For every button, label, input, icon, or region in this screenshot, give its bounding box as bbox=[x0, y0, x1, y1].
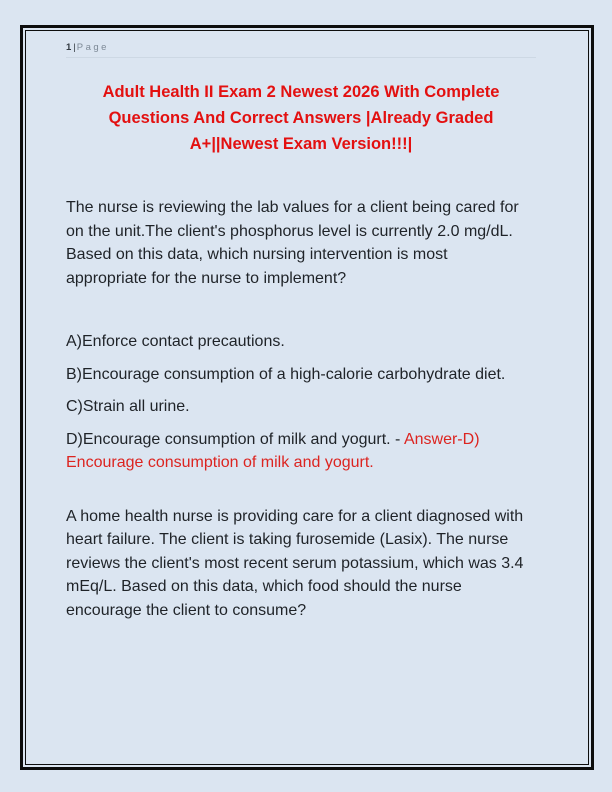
document-title-line-2: Questions And Correct Answers |Already Graded bbox=[108, 109, 494, 127]
page-border-frame bbox=[25, 30, 589, 765]
question-1-option-d bbox=[66, 428, 528, 475]
page-label: Page bbox=[76, 42, 109, 53]
document-title bbox=[66, 79, 536, 157]
question-1-options bbox=[66, 330, 528, 475]
question-1-option-a: A)Enforce contact precautions. bbox=[66, 333, 285, 350]
question-1-answer: Answer-D) Encourage consumption of milk and yogurt. bbox=[66, 430, 480, 471]
question-1-option-d-text: D)Encourage consumption of milk and yogurt. - bbox=[66, 430, 404, 448]
question-1-option-b: B)Encourage consumption of a high-calorie carbohydrate diet. bbox=[66, 365, 506, 383]
question-1-option-c: C)Strain all urine. bbox=[66, 398, 190, 415]
header-divider bbox=[66, 57, 536, 58]
page-header bbox=[66, 37, 536, 54]
page-number-separator: | bbox=[73, 42, 76, 53]
document-title-line-1: Adult Health II Exam 2 Newest 2026 With Complete bbox=[102, 83, 500, 101]
question-1-text: The nurse is reviewing the lab values for a client being cared for on the unit.The client's phosphorus level is currently 2.0 mg/dL. Based on this data, which nursing intervention is most appropriate for the nurse to implement? bbox=[66, 199, 519, 287]
document-page bbox=[20, 25, 594, 770]
document-title-line-3: A+||Newest Exam Version!!!| bbox=[189, 135, 413, 153]
page-content bbox=[26, 31, 588, 622]
question-2-text: A home health nurse is providing care for a client diagnosed with heart failure. The client is taking furosemide (Lasix). The nurse reviews the client's most recent serum potassium, which was 3.4 mEq/L. Based on this data, which food should the nurse encourage the client to consume? bbox=[66, 507, 524, 619]
page-number: 1 bbox=[66, 42, 73, 53]
